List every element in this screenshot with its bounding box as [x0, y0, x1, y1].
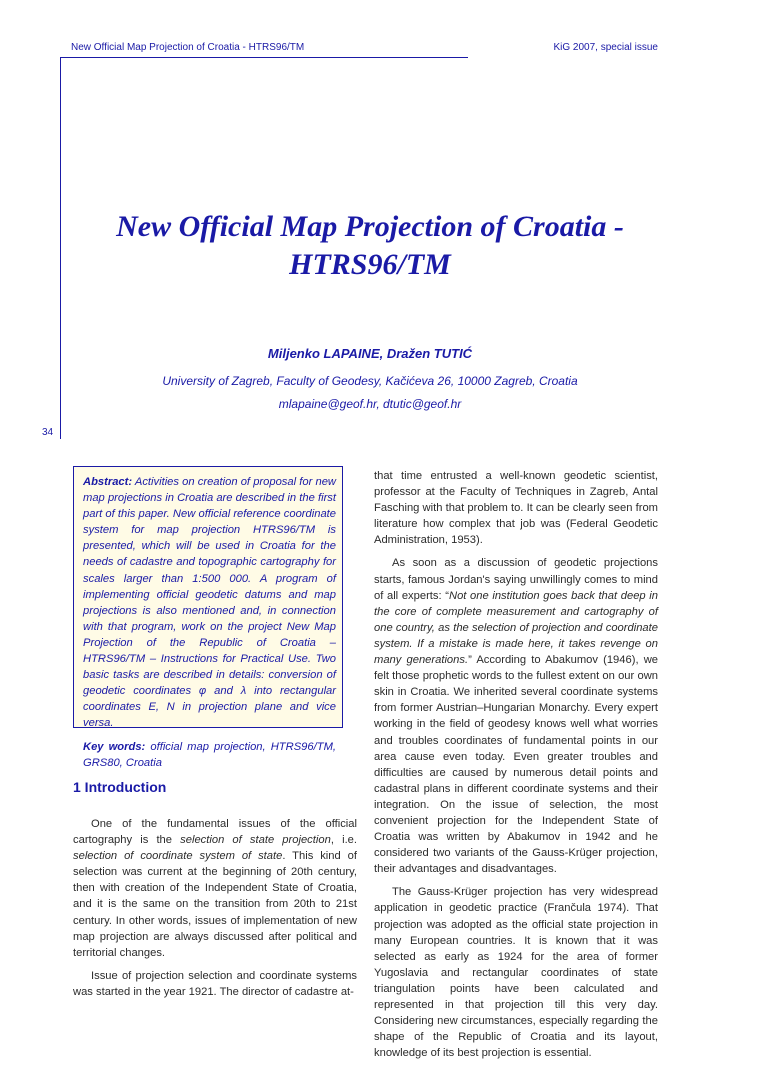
- keywords-text: official map projection, HTRS96/TM, GRS80, Croatia: [83, 740, 336, 769]
- right-column: [374, 468, 658, 1068]
- abstract-paragraph: [83, 474, 336, 732]
- abstract-box: [73, 466, 343, 769]
- abstract-label: Abstract:: [83, 476, 133, 488]
- keywords-label: Key words:: [83, 740, 146, 753]
- intro-paragraph-1: One of the fundamental issues of the official cartography is the selection of state projection, i.e. selection of coordinate system of state. This kind of selection was current at the beginning of 20th century, then with creation of the Independent State of Croatia, and it is the same on the transition from 20th to 21st century. In other words, issues of implementation of new map projection are always discussed after political and territorial changes.: [73, 818, 358, 959]
- left-column: [73, 779, 357, 1007]
- header-rule: [60, 57, 468, 58]
- intro-paragraph-4: The Gauss-Krüger projection has very widespread application in geodetic practice (Frančula 1974). That projection was adopted as the official state projection in many European countries. It is known that it was selected as early as 1924 for the area of former Yugoslavia and rectangular coordinates of state triangulation points have been calculated and represented in that projection till this very day. Considering new circumstances, especially regarding the shape of the Republic of Croatia and its layout, knowledge of its best projection is essential.: [374, 886, 658, 1060]
- running-header-title: New Official Map Projection of Croatia - HTRS96/TM: [71, 42, 305, 53]
- intro-paragraph-2: Issue of projection selection and coordinate systems was started in the year 1921. The director of cadastre at-: [73, 969, 357, 998]
- page-number: 34: [42, 427, 54, 438]
- running-header-issue: KiG 2007, special issue: [553, 42, 658, 53]
- abstract-text: Activities on creation of proposal for new map projections in Croatia are described in the first part of this paper. New official reference coordinate system for map projection HTRS96/TM is presented, which will be used in Croatia for the needs of cadastre and topographic cartography for scales larger than 1:500 000. A program of implementing official geodetic datums and map projections is also mentioned and, in connection with that program, work on the project New Map Projection of the Republic of Croatia – HTRS96/TM – Instructions for Practical Use. Two basic tasks are described in details: conversion of geodetic coordinates φ and λ into rectangular coordinates E, N in projection plane and vice versa.: [83, 476, 336, 730]
- keywords-paragraph: [83, 739, 336, 771]
- intro-paragraph-2-continued: that time entrusted a well-known geodetic scientist, professor at the Faculty of Techniques in Zagreb, Antal Fasching with that problem to. It can be clearly seen from literature how complex that job was (Federal Geodetic Administration, 1953).: [374, 470, 658, 547]
- section-heading: 1 Introduction: [73, 779, 167, 795]
- affiliation: University of Zagreb, Faculty of Geodesy, Kačićeva 26, 10000 Zagreb, Croatia: [162, 374, 578, 388]
- intro-paragraph-3: As soon as a discussion of geodetic projections starts, famous Jordan's saying unwillingly comes to mind of all experts: “Not one institution goes back that deep in the core of complete measurement and cartography of one country, as the selection of projection and coordinate system. If a mistake is made here, it takes revenge on many generations.” According to Abakumov (1946), we felt those prophetic words to the fullest extent on our own skin in Croatia. We inherited several coordinate systems from former Austrian–Hungarian Monarchy. Every expert working in the field of geodesy knows well what worries and troubles coordinates of fundamental points in our area cause even today. Even greater troubles and difficulties are caused by numerous detail points and cadastral plans in different coordinate systems and their integration. On the issue of selection, the most convenient projection for the Independent State of Croatia was written by Abakumov in 1942 and he considered two variants of the Gauss-Krüger projection, their advantages and disadvantages.: [374, 557, 659, 876]
- authors: Miljenko LAPAINE, Dražen TUTIĆ: [267, 346, 473, 361]
- paper-title-line1: New Official Map Projection of Croatia -: [116, 210, 624, 243]
- paper-title: [60, 208, 680, 284]
- paper-title-line2: HTRS96/TM: [289, 248, 451, 281]
- author-emails: mlapaine@geof.hr, dtutic@geof.hr: [278, 397, 462, 411]
